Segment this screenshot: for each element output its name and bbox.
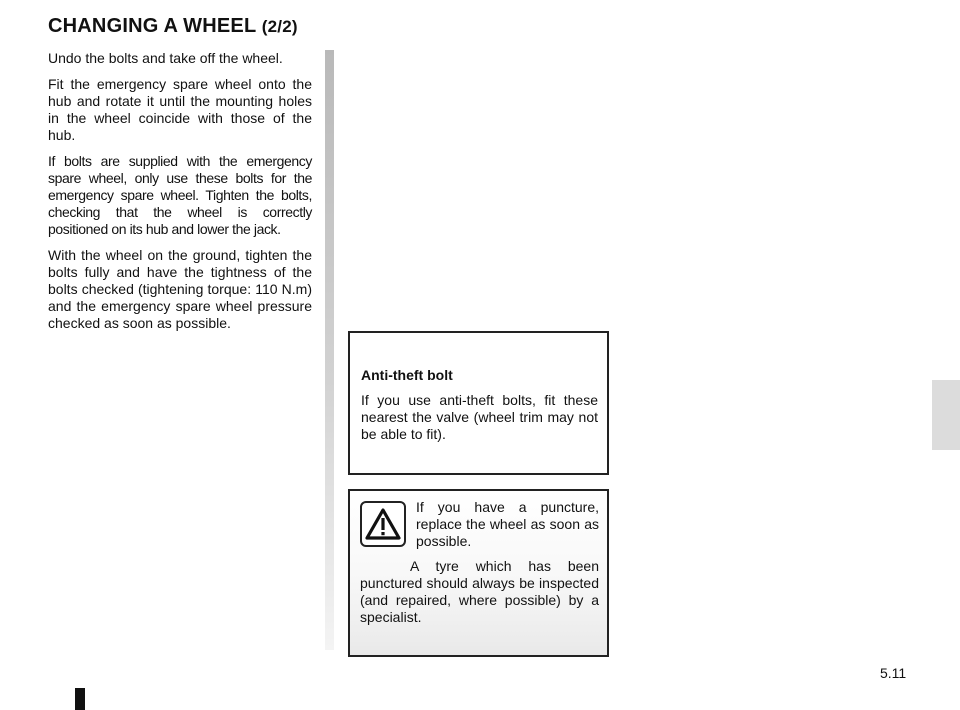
page-title [48, 15, 298, 38]
paragraph-1: Undo the bolts and take off the wheel. [48, 50, 283, 66]
note-text: If you use anti-theft bolts, fit these nearest the valve (wheel trim may not be able to fit). [361, 392, 598, 442]
page-title-text: CHANGING A WHEEL [48, 15, 257, 37]
column-divider [325, 50, 334, 650]
warning-text-2: A tyre which has been punctured should always be inspected (and repaired, where possible) by a specialist. [360, 558, 599, 625]
page-title-suffix: (2/2) [261, 17, 298, 36]
warning-content [360, 499, 599, 626]
corner-mark [75, 688, 85, 710]
section-tab [932, 380, 960, 450]
warning-text-1: If you have a puncture, replace the wheel as soon as possible. [416, 499, 599, 549]
anti-theft-note-box [348, 331, 609, 475]
paragraph-2: Fit the emergency spare wheel onto the hub and rotate it until the mounting holes in the wheel coincide with those of the hub. [48, 76, 312, 143]
paragraph-4: With the wheel on the ground, tighten the bolts fully and have the tightness of the bolts checked (tightening torque: 110 N.m) and the emergency spare wheel pressure checked as soon as possible. [48, 247, 312, 331]
page-number: 5.11 [880, 665, 907, 681]
warning-triangle-icon [360, 501, 406, 547]
paragraph-3: If bolts are supplied with the emergency spare wheel, only use these bolts for the emergency spare wheel. Tighten the bolts, checking that the wheel is correctly positioned on its hub and lower the jack. [48, 153, 312, 237]
main-text-column [48, 50, 312, 341]
note-heading: Anti-theft bolt [361, 367, 453, 383]
warning-box [348, 489, 609, 657]
